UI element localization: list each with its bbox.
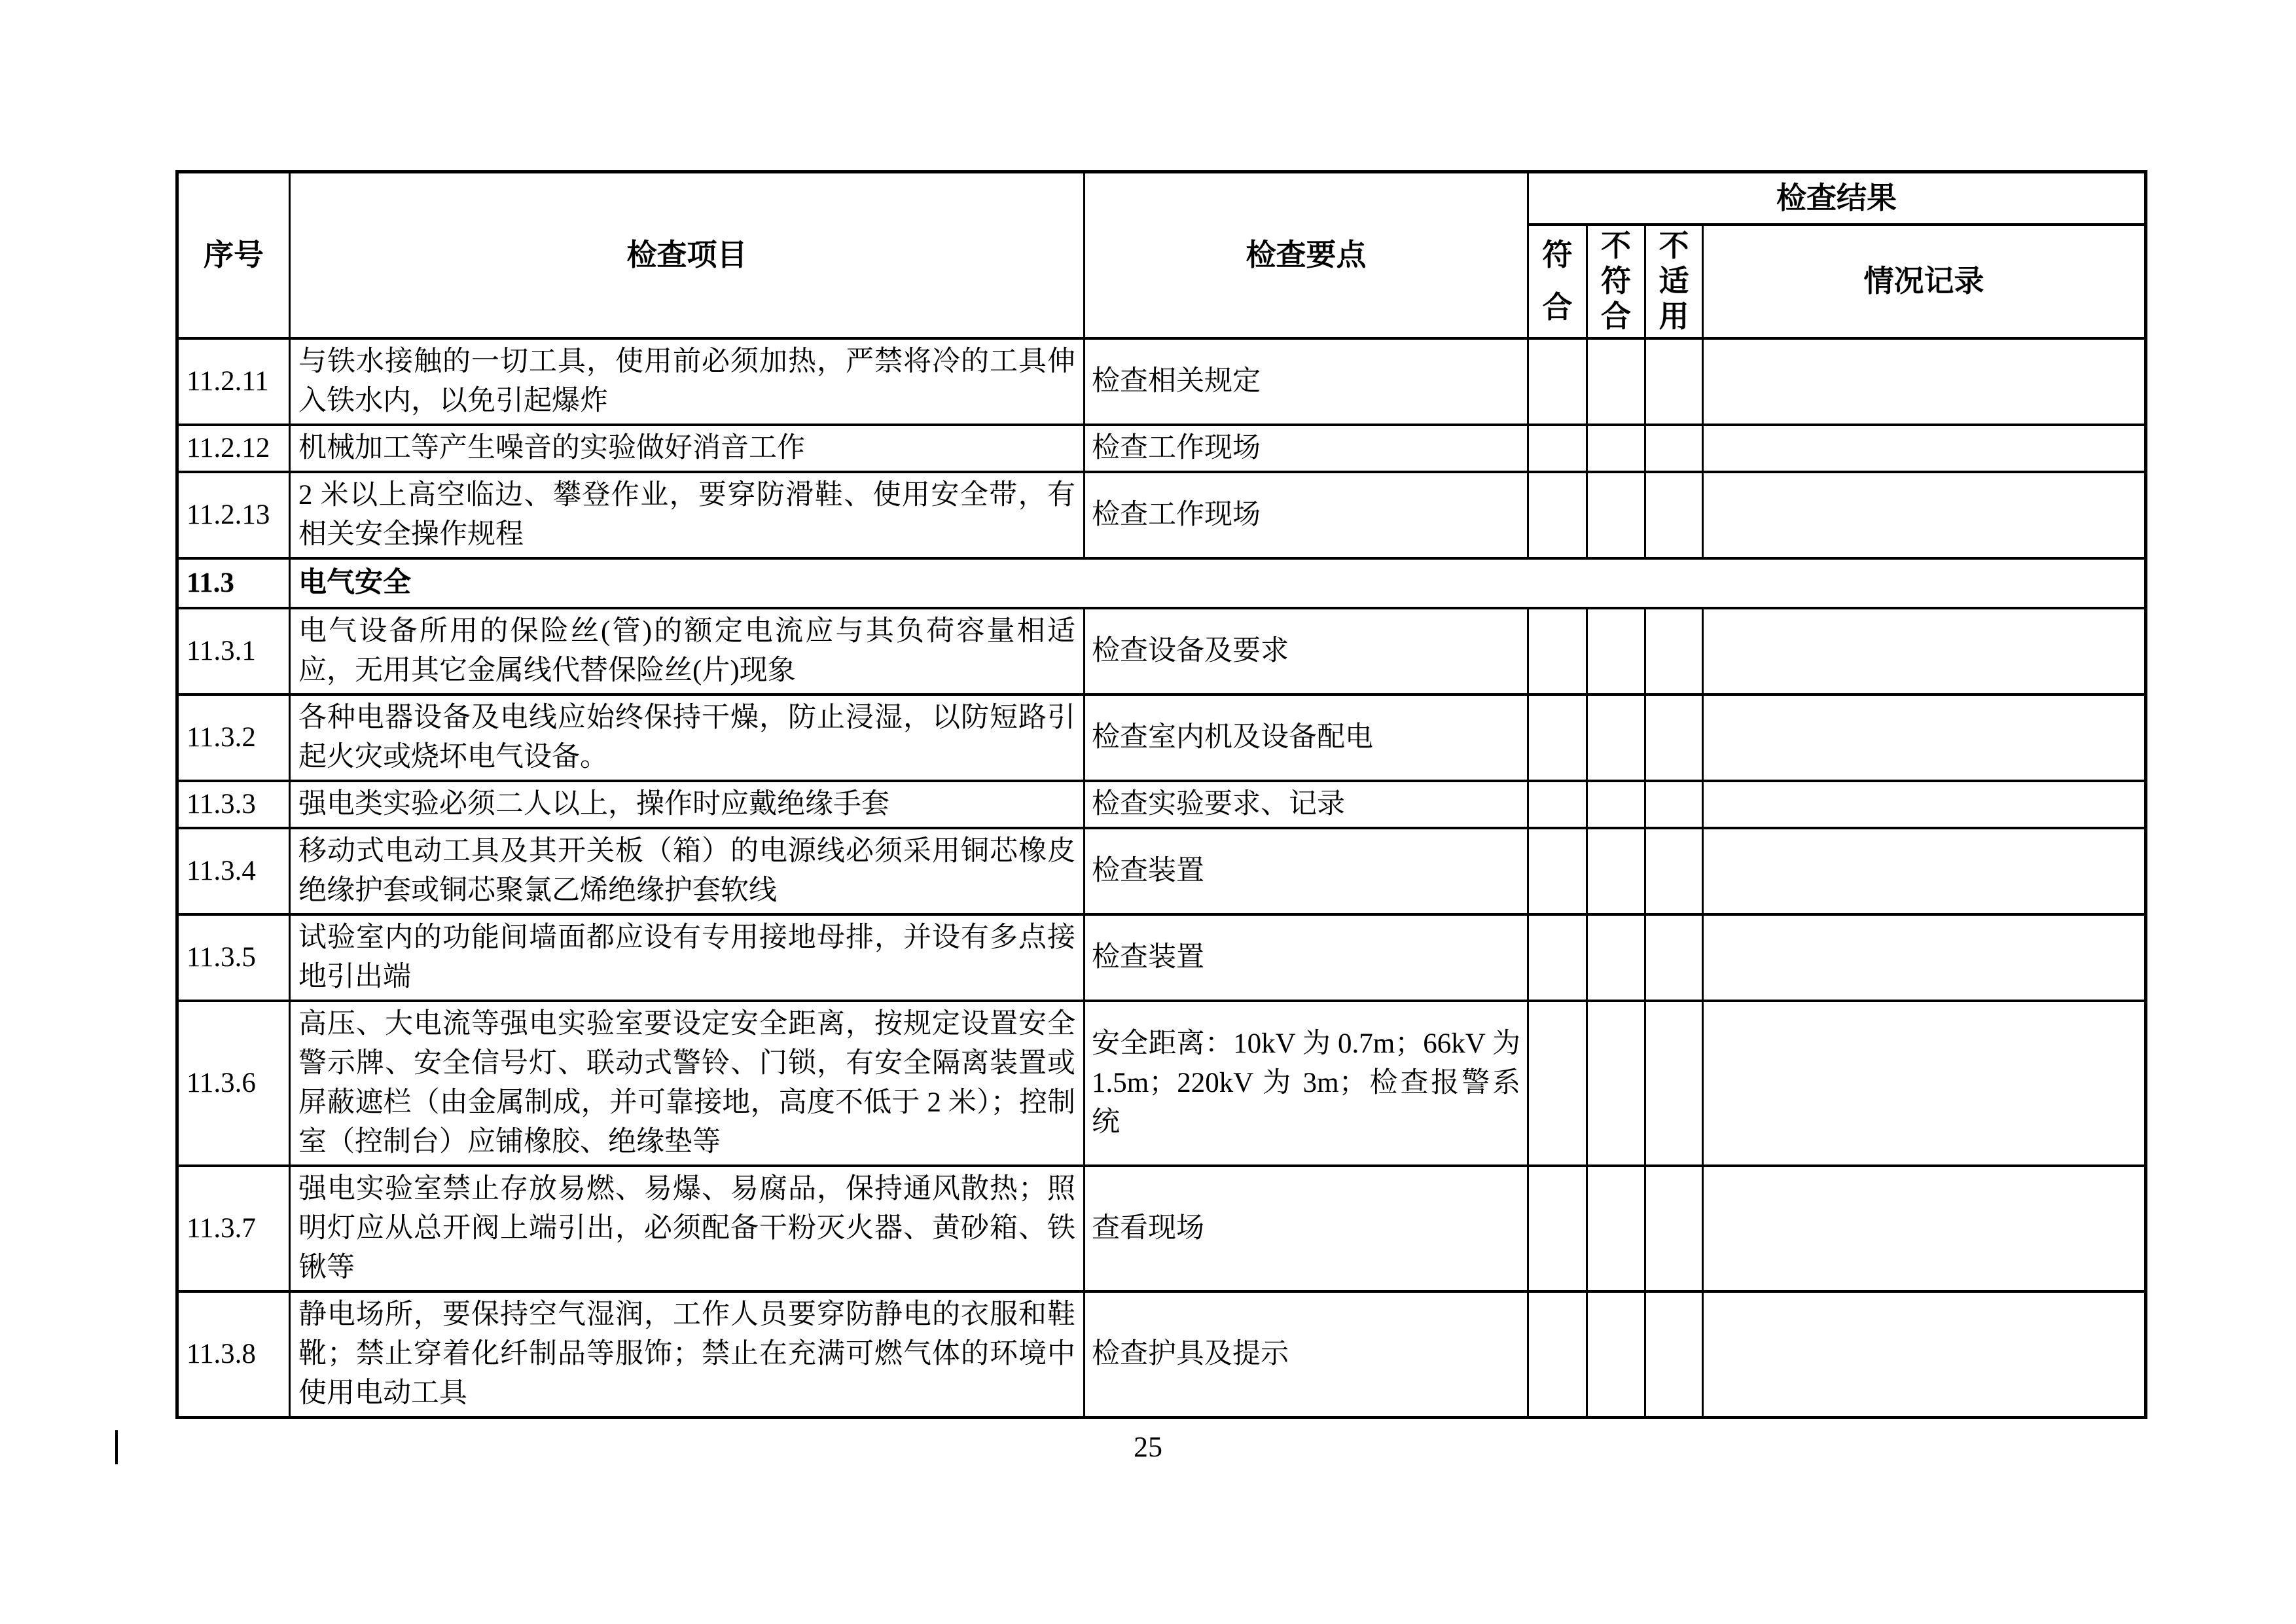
table-row (177, 338, 2146, 425)
result-nonconform-cell (1587, 695, 1645, 781)
result-not-applicable-cell (1645, 781, 1703, 828)
result-record-cell (1703, 1001, 2146, 1166)
inspection-checklist-table (175, 170, 2147, 1419)
header-col-result: 检查结果 (1528, 172, 2146, 225)
row-keypoint: 检查装置 (1085, 914, 1528, 1001)
row-item: 移动式电动工具及其开关板（箱）的电源线必须采用铜芯橡皮绝缘护套或铜芯聚氯乙烯绝缘护套软线 (290, 828, 1085, 914)
header-col-conform: 符合 (1528, 225, 1587, 338)
result-not-applicable-cell (1645, 425, 1703, 472)
row-serial: 11.3.3 (177, 781, 290, 828)
result-record-cell (1703, 914, 2146, 1001)
result-record-cell (1703, 472, 2146, 558)
result-nonconform-cell (1587, 608, 1645, 695)
result-not-applicable-cell (1645, 695, 1703, 781)
result-conform-cell (1528, 1291, 1587, 1418)
row-item: 机械加工等产生噪音的实验做好消音工作 (290, 425, 1085, 472)
page-number: 25 (1134, 1431, 1162, 1463)
row-keypoint: 检查护具及提示 (1085, 1291, 1528, 1418)
result-record-cell (1703, 695, 2146, 781)
table-row (177, 472, 2146, 558)
row-serial: 11.3.8 (177, 1291, 290, 1418)
header-col-keypoint: 检查要点 (1085, 172, 1528, 338)
result-conform-cell (1528, 1166, 1587, 1291)
row-serial: 11.3.6 (177, 1001, 290, 1166)
row-serial: 11.3 (177, 558, 290, 608)
row-item: 试验室内的功能间墙面都应设有专用接地母排，并设有多点接地引出端 (290, 914, 1085, 1001)
header-col-record: 情况记录 (1703, 225, 2146, 338)
row-serial: 11.3.1 (177, 608, 290, 695)
result-record-cell (1703, 1291, 2146, 1418)
row-serial: 11.2.12 (177, 425, 290, 472)
header-row-top (177, 172, 2146, 225)
row-serial: 11.2.11 (177, 338, 290, 425)
row-keypoint: 检查实验要求、记录 (1085, 781, 1528, 828)
row-keypoint: 检查设备及要求 (1085, 608, 1528, 695)
result-not-applicable-cell (1645, 608, 1703, 695)
row-item: 电气设备所用的保险丝(管)的额定电流应与其负荷容量相适应，无用其它金属线代替保险丝(片)现象 (290, 608, 1085, 695)
result-nonconform-cell (1587, 1291, 1645, 1418)
row-keypoint: 检查装置 (1085, 828, 1528, 914)
row-item: 2 米以上高空临边、攀登作业，要穿防滑鞋、使用安全带，有相关安全操作规程 (290, 472, 1085, 558)
table-row (177, 781, 2146, 828)
result-conform-cell (1528, 425, 1587, 472)
result-record-cell (1703, 781, 2146, 828)
result-nonconform-cell (1587, 472, 1645, 558)
row-serial: 11.3.4 (177, 828, 290, 914)
row-item: 与铁水接触的一切工具，使用前必须加热，严禁将冷的工具伸入铁水内，以免引起爆炸 (290, 338, 1085, 425)
section-row (177, 558, 2146, 608)
result-not-applicable-cell (1645, 338, 1703, 425)
result-conform-cell (1528, 338, 1587, 425)
result-nonconform-cell (1587, 338, 1645, 425)
row-item: 各种电器设备及电线应始终保持干燥，防止浸湿，以防短路引起火灾或烧坏电气设备。 (290, 695, 1085, 781)
table-row (177, 1166, 2146, 1291)
row-keypoint: 安全距离：10kV 为 0.7m；66kV 为 1.5m；220kV 为 3m；检查报警系统 (1085, 1001, 1528, 1166)
row-item: 静电场所，要保持空气湿润，工作人员要穿防静电的衣服和鞋靴；禁止穿着化纤制品等服饰；禁止在充满可燃气体的环境中使用电动工具 (290, 1291, 1085, 1418)
result-nonconform-cell (1587, 1166, 1645, 1291)
result-not-applicable-cell (1645, 1291, 1703, 1418)
result-record-cell (1703, 425, 2146, 472)
row-keypoint: 查看现场 (1085, 1166, 1528, 1291)
result-conform-cell (1528, 608, 1587, 695)
row-keypoint: 检查室内机及设备配电 (1085, 695, 1528, 781)
result-nonconform-cell (1587, 425, 1645, 472)
table-row (177, 1001, 2146, 1166)
section-title: 电气安全 (290, 558, 2146, 608)
result-nonconform-cell (1587, 914, 1645, 1001)
row-item: 高压、大电流等强电实验室要设定安全距离，按规定设置安全警示牌、安全信号灯、联动式警铃、门锁，有安全隔离装置或屏蔽遮栏（由金属制成，并可靠接地，高度不低于 2 米）；控制室（控制台）应铺橡胶、绝缘垫等 (290, 1001, 1085, 1166)
result-conform-cell (1528, 914, 1587, 1001)
header-col-not-applicable: 不适用 (1645, 225, 1703, 338)
result-not-applicable-cell (1645, 1166, 1703, 1291)
result-not-applicable-cell (1645, 914, 1703, 1001)
row-serial: 11.2.13 (177, 472, 290, 558)
row-item: 强电类实验必须二人以上，操作时应戴绝缘手套 (290, 781, 1085, 828)
result-record-cell (1703, 608, 2146, 695)
result-conform-cell (1528, 1001, 1587, 1166)
header-col-serial: 序号 (177, 172, 290, 338)
table-row (177, 828, 2146, 914)
row-keypoint: 检查工作现场 (1085, 425, 1528, 472)
table-body (177, 338, 2146, 1418)
table-row (177, 608, 2146, 695)
row-item: 强电实验室禁止存放易燃、易爆、易腐品，保持通风散热；照明灯应从总开阀上端引出，必须配备干粉灭火器、黄砂箱、铁锹等 (290, 1166, 1085, 1291)
row-keypoint: 检查相关规定 (1085, 338, 1528, 425)
row-serial: 11.3.7 (177, 1166, 290, 1291)
result-conform-cell (1528, 472, 1587, 558)
result-conform-cell (1528, 695, 1587, 781)
table-row (177, 1291, 2146, 1418)
header-col-item: 检查项目 (290, 172, 1085, 338)
result-nonconform-cell (1587, 1001, 1645, 1166)
result-record-cell (1703, 338, 2146, 425)
result-record-cell (1703, 1166, 2146, 1291)
result-conform-cell (1528, 781, 1587, 828)
row-keypoint: 检查工作现场 (1085, 472, 1528, 558)
header-col-nonconform: 不符合 (1587, 225, 1645, 338)
result-nonconform-cell (1587, 781, 1645, 828)
result-nonconform-cell (1587, 828, 1645, 914)
result-not-applicable-cell (1645, 472, 1703, 558)
table-row (177, 914, 2146, 1001)
row-serial: 11.3.2 (177, 695, 290, 781)
table-row (177, 425, 2146, 472)
row-serial: 11.3.5 (177, 914, 290, 1001)
result-conform-cell (1528, 828, 1587, 914)
table-row (177, 695, 2146, 781)
result-not-applicable-cell (1645, 1001, 1703, 1166)
result-record-cell (1703, 828, 2146, 914)
result-not-applicable-cell (1645, 828, 1703, 914)
